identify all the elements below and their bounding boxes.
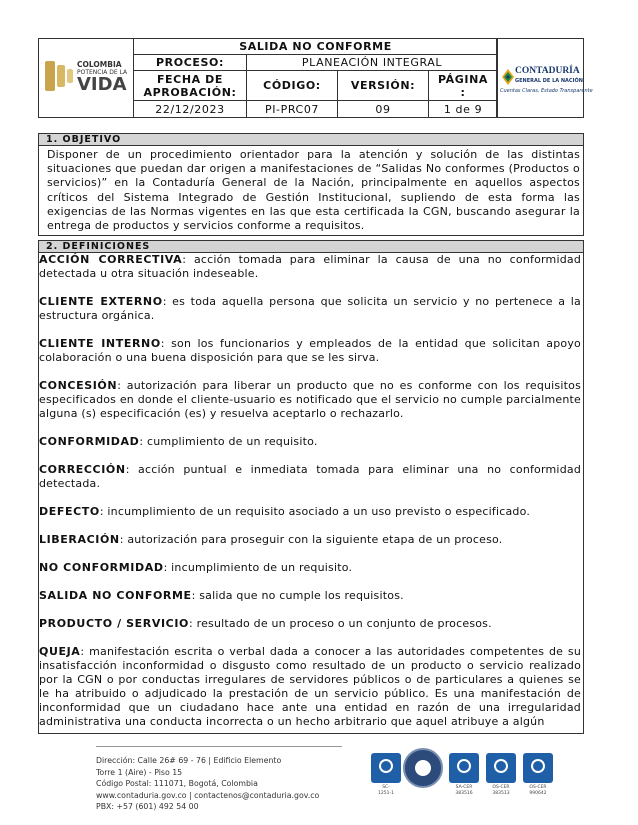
definition-term: CLIENTE INTERNO xyxy=(39,337,161,350)
proceso-label: PROCESO: xyxy=(134,55,247,71)
definition-text: : incumplimiento de un requisito. xyxy=(163,561,353,574)
definition-item xyxy=(39,617,583,631)
definition-term: CORRECCIÓN xyxy=(39,463,126,476)
definiciones-section xyxy=(38,240,584,734)
definition-text: : manifestación escrita o verbal dada a conocer a las autoridades competentes de su insatisfacción inconformidad o disgusto como resultado de un producto o servicio realizado por la CGN o por conductas irregulares de servidores públicos o de particulares a quienes se le ha atribuido o adjudicado la prestación de un servicio público. Es una manifestación de inconformidad que un ciudadano hace ante una entidad en razón de una irregularidad administrativa una conducta incorrecta o un hecho arbitrario que aquel atribuye a algún xyxy=(39,645,581,728)
definition-item xyxy=(39,645,583,729)
logo-right-line2: GENERAL DE LA NACIÓN xyxy=(515,78,583,84)
definition-text: : cumplimiento de un requisito. xyxy=(139,435,318,448)
footer-address-line: Código Postal: 111071, Bogotá, Colombia xyxy=(96,779,258,788)
fecha-aprobacion-label xyxy=(134,71,247,101)
colombia-potencia-de-la-vida-logo xyxy=(39,39,134,118)
icontec-icon xyxy=(494,759,508,773)
definition-text: : resultado de un proceso o un conjunto de procesos. xyxy=(188,617,492,630)
contaduria-emblem-icon xyxy=(502,69,514,85)
definition-item xyxy=(39,295,583,323)
icontec-icon xyxy=(457,759,471,773)
logo-right-line3: Cuentas Claras, Estado Transparente xyxy=(500,88,593,94)
definition-text: : autorización para proseguir con la siguiente etapa de un proceso. xyxy=(119,533,503,546)
vida-flag-icon xyxy=(45,61,73,91)
definition-item xyxy=(39,589,583,603)
logo-right-line1: CONTADURÍA xyxy=(515,66,580,76)
definition-text: : son los funcionarios y empleados de la entidad que solicitan apoyo colaboración o una buena disposición para que se les sirva. xyxy=(39,337,581,364)
definition-term: CLIENTE EXTERNO xyxy=(39,295,163,308)
pagina-label xyxy=(429,71,498,101)
definition-text: : es toda aquella persona que solicita un servicio y no pertenece a la estructura orgánica. xyxy=(39,295,581,322)
definition-item xyxy=(39,253,583,281)
definition-text: : incumplimiento de un requisito asociado a un uso previsto o especificado. xyxy=(99,505,531,518)
objetivo-title: 1. OBJETIVO xyxy=(39,134,583,146)
definition-text: : acción puntual e inmediata tomada para eliminar una no conformidad detectada. xyxy=(39,463,581,490)
cert-code: SC- 1251-1 xyxy=(378,785,394,796)
definitions-list xyxy=(39,253,583,729)
fecha-value: 22/12/2023 xyxy=(134,101,247,118)
definition-item xyxy=(39,337,583,365)
footer-address xyxy=(96,755,319,813)
definition-term: LIBERACIÓN xyxy=(39,533,120,546)
document-title: SALIDA NO CONFORME xyxy=(134,39,498,55)
logo-left-line1: COLOMBIA xyxy=(77,60,122,69)
definition-term: CONCESIÓN xyxy=(39,379,118,392)
version-label: VERSIÓN: xyxy=(338,71,429,101)
icontec-cert-badge xyxy=(371,753,401,783)
definition-item xyxy=(39,435,583,449)
footer-address-line: Dirección: Calle 26# 69 - 76 | Edificio Elemento xyxy=(96,756,282,765)
definition-term: NO CONFORMIDAD xyxy=(39,561,164,574)
footer-address-line: Torre 1 (Aire) - Piso 15 xyxy=(96,767,183,777)
definition-text: : salida que no cumple los requisitos. xyxy=(191,589,404,602)
iqnet-cert-badge xyxy=(403,748,443,788)
definition-item xyxy=(39,463,583,491)
footer-divider xyxy=(96,746,342,747)
objetivo-section xyxy=(38,133,584,236)
pagina-label-line1: PÁGINA xyxy=(437,72,488,86)
cert-code: OS-CER 990642 xyxy=(529,785,547,796)
definition-term: SALIDA NO CONFORME xyxy=(39,589,192,602)
icontec-icon xyxy=(531,759,545,773)
definition-item xyxy=(39,379,583,421)
codigo-value: PI-PRC07 xyxy=(247,101,338,118)
icontec-icon xyxy=(379,759,393,773)
definition-term: DEFECTO xyxy=(39,505,100,518)
objetivo-text: Disponer de un procedimiento orientador para la atención y solución de las distintas situaciones que puedan dar origen a manifestaciones de “Salidas No conformes (Productos o servicios)” en la Contaduría General de la Nación, principalmente en aquellos aspectos críticos del Sistema Integrado de Gestión Institucional, supliendo de esta forma las exigencias de las Normas vigentes en las que esta certificada la CGN, buscando asegurar la entrega de productos y servicios conforme a requisitos. xyxy=(47,148,580,233)
definition-text: : acción tomada para eliminar la causa de una no conformidad detectada u otra situación indeseable. xyxy=(39,253,582,280)
definition-text: : autorización para liberar un producto que no es conforme con los requisitos especificados en donde el cliente-usuario es notificado que el servicio no cumple parcialmente alguna (s) especificación (es) y resuelva aceptarlo o rechazarlo. xyxy=(39,379,581,420)
footer-contact-line[interactable]: www.contaduria.gov.co | contactenos@contaduria.gov.co xyxy=(96,790,320,800)
iqnet-icon xyxy=(415,760,431,776)
logo-left-line2: POTENCIA DE LA xyxy=(77,69,128,76)
cert-code: SA-CER 383516 xyxy=(455,785,473,796)
pagina-value: 1 de 9 xyxy=(429,101,498,118)
document-header xyxy=(38,38,593,118)
icontec-cert-badge xyxy=(486,753,516,783)
definition-term: QUEJA xyxy=(39,645,81,658)
fecha-label-line1: FECHA DE xyxy=(156,72,224,86)
definition-term: ACCIÓN CORRECTIVA xyxy=(39,253,183,266)
definition-term: PRODUCTO / SERVICIO xyxy=(39,617,189,630)
icontec-cert-badge xyxy=(449,753,479,783)
footer-phone-line: PBX: +57 (601) 492 54 00 xyxy=(96,802,199,811)
fecha-label-line2: APROBACIÓN: xyxy=(143,85,237,99)
pagina-label-line2: : xyxy=(460,85,466,99)
definition-item xyxy=(39,533,583,547)
definition-item xyxy=(39,505,583,519)
cert-code: OS-CER 383513 xyxy=(492,785,510,796)
definiciones-title: 2. DEFINICIONES xyxy=(39,241,583,253)
codigo-label: CÓDIGO: xyxy=(247,71,338,101)
definition-term: CONFORMIDAD xyxy=(39,435,140,448)
header-info-grid xyxy=(134,39,498,118)
contaduria-general-logo xyxy=(496,39,593,118)
proceso-value: PLANEACIÓN INTEGRAL xyxy=(247,55,498,71)
version-value: 09 xyxy=(338,101,429,118)
logo-left-line3: VIDA xyxy=(77,74,127,95)
icontec-cert-badge xyxy=(523,753,553,783)
definition-item xyxy=(39,561,583,575)
